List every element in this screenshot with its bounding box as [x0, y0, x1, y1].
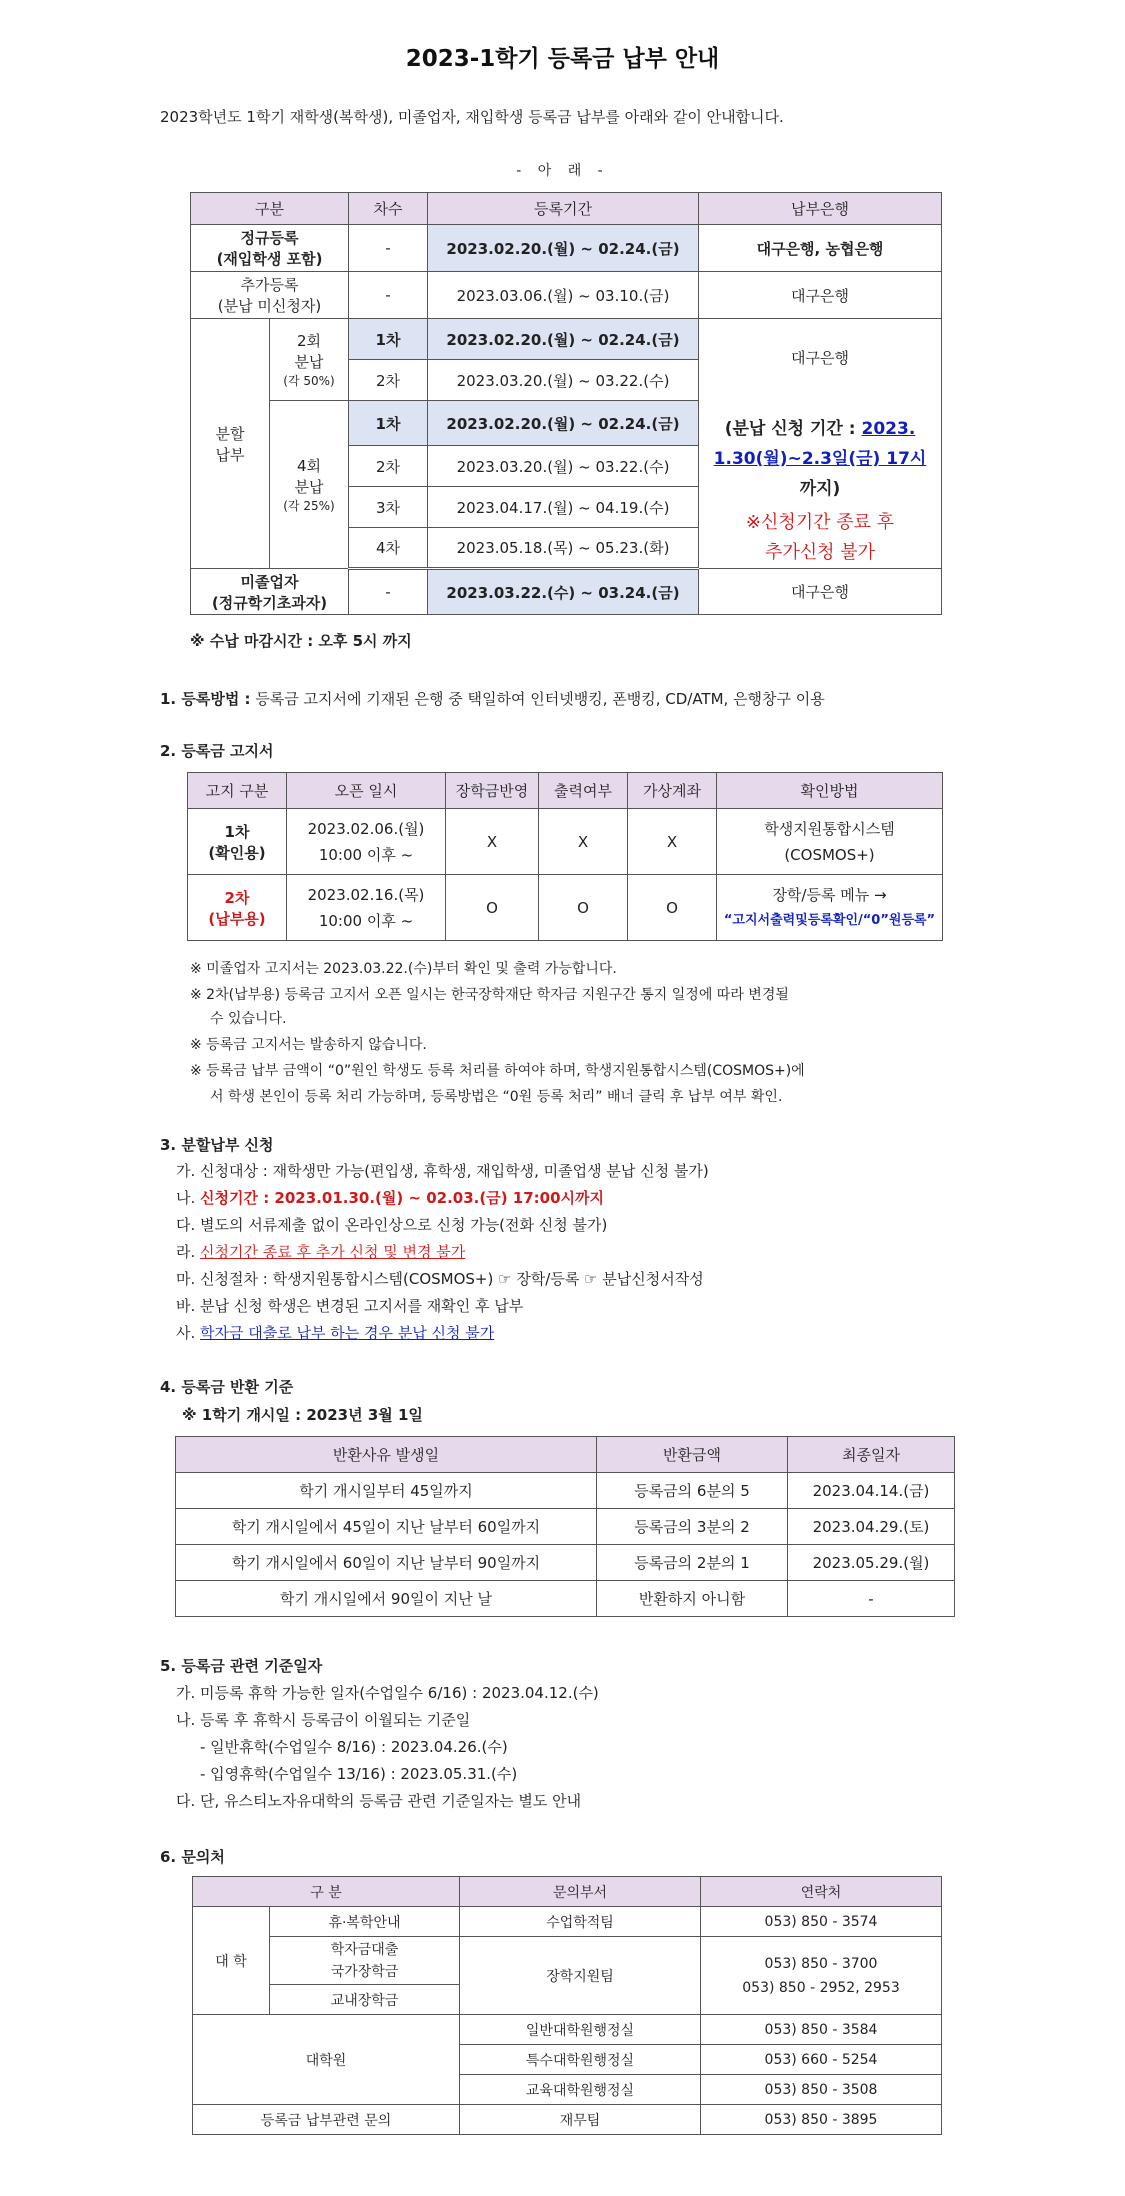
split-period: 2023.05.18.(목) ~ 05.23.(화)	[428, 528, 699, 569]
notice-note: ※ 미졸업자 고지서는 2023.03.22.(수)부터 확인 및 출력 가능합니다.	[190, 961, 617, 977]
refund-date: 2023.04.29.(토)	[788, 1509, 955, 1545]
schedule-header: 납부은행	[699, 193, 942, 225]
schedule-header: 등록기간	[428, 193, 699, 225]
section-2-title: 2. 등록금 고지서	[160, 742, 274, 760]
four-split-label: 4회 분납 (각 25%)	[270, 401, 349, 569]
section-4-title: 4. 등록금 반환 기준	[160, 1378, 294, 1396]
split-apply: (분납 신청 기간 : 2023. 1.30(월)~2.3일(금) 17시 까지)	[713, 419, 927, 499]
contact-dept: 장학지원팀	[460, 1937, 701, 2015]
refund-header: 반환금액	[597, 1437, 788, 1473]
notice-2-scholar: O	[446, 875, 539, 941]
section-3-ba: 바. 분납 신청 학생은 변경된 고지서를 재확인 후 납부	[176, 1297, 524, 1315]
refund-amount: 반환하지 아니함	[597, 1581, 788, 1617]
split-period: 2023.03.20.(월) ~ 03.22.(수)	[428, 360, 699, 401]
refund-table	[175, 1436, 955, 1617]
split-period: 2023.02.20.(월) ~ 02.24.(금)	[428, 401, 699, 446]
split-round: 4차	[349, 528, 428, 569]
section-3-na: 나. 신청기간 : 2023.01.30.(월) ~ 02.03.(금) 17:00시까지	[176, 1189, 605, 1207]
refund-reason: 학기 개시일에서 60일이 지난 날부터 90일까지	[176, 1545, 597, 1581]
contact-dept: 수업학적팀	[460, 1907, 701, 1937]
regular-period: 2023.02.20.(월) ~ 02.24.(금)	[428, 225, 699, 272]
contact-category: 학자금대출 국가장학금	[270, 1937, 460, 1985]
refund-amount: 등록금의 2분의 1	[597, 1545, 788, 1581]
split-label: 분할 납부	[191, 319, 270, 569]
section-3-da: 다. 별도의 서류제출 없이 온라인상으로 신청 가능(전화 신청 불가)	[176, 1216, 608, 1234]
additional-round: -	[349, 272, 428, 319]
contact-dept: 특수대학원행정실	[460, 2045, 701, 2075]
section-3-title: 3. 분할납부 신청	[160, 1136, 274, 1154]
notice-1-account: X	[628, 809, 717, 875]
notice-note: ※ 등록금 고지서는 발송하지 않습니다.	[190, 1037, 427, 1053]
contact-univ: 대 학	[193, 1907, 270, 2015]
refund-amount: 등록금의 6분의 5	[597, 1473, 788, 1509]
contact-grad: 대학원	[193, 2015, 460, 2105]
regular-round: -	[349, 225, 428, 272]
contact-header: 문의부서	[460, 1877, 701, 1907]
notice-2-label: 2차 (납부용)	[188, 875, 287, 941]
intro-text: 2023학년도 1학기 재학생(복학생), 미졸업자, 재입학생 등록금 납부를 아래와 같이 안내합니다.	[160, 108, 784, 126]
section-3-sa: 사. 학자금 대출로 납부 하는 경우 분납 신청 불가	[176, 1324, 495, 1342]
split-round: 1차	[349, 319, 428, 360]
split-round: 3차	[349, 487, 428, 528]
regular-bank: 대구은행, 농협은행	[699, 225, 942, 272]
section-5-line: 가. 미등록 휴학 가능한 일자(수업일수 6/16) : 2023.04.12.(수)	[176, 1684, 599, 1702]
section-3-ra: 라. 신청기간 종료 후 추가 신청 및 변경 불가	[176, 1243, 466, 1261]
notice-header: 가상계좌	[628, 773, 717, 809]
contact-dept: 일반대학원행정실	[460, 2015, 701, 2045]
notice-2-print: O	[539, 875, 628, 941]
notice-1-scholar: X	[446, 809, 539, 875]
contact-category: 교내장학금	[270, 1985, 460, 2015]
notice-table	[187, 772, 943, 941]
refund-date: 2023.04.14.(금)	[788, 1473, 955, 1509]
notice-1-print: X	[539, 809, 628, 875]
section-6-title: 6. 문의처	[160, 1848, 225, 1866]
refund-amount: 등록금의 3분의 2	[597, 1509, 788, 1545]
regular-label: 정규등록 (재입학생 포함)	[191, 225, 349, 272]
split-round: 1차	[349, 401, 428, 446]
refund-reason: 학기 개시일에서 45일이 지난 날부터 60일까지	[176, 1509, 597, 1545]
section-5-title: 5. 등록금 관련 기준일자	[160, 1657, 323, 1675]
notice-note: 수 있습니다.	[210, 1011, 287, 1027]
notice-header: 고지 구분	[188, 773, 287, 809]
section-3-ma: 마. 신청절차 : 학생지원통합시스템(COSMOS+) ☞ 장학/등록 ☞ 분납신청서작성	[176, 1270, 704, 1288]
refund-reason: 학기 개시일에서 90일이 지난 날	[176, 1581, 597, 1617]
additional-label: 추가등록 (분납 미신청자)	[191, 272, 349, 319]
notice-2-method: 장학/등록 메뉴 → “고지서출력및등록확인/“0”원등록”	[717, 875, 943, 941]
section-4-sub: ※ 1학기 개시일 : 2023년 3월 1일	[182, 1406, 423, 1424]
notice-1-method: 학생지원통합시스템 (COSMOS+)	[717, 809, 943, 875]
notice-note: ※ 등록금 납부 금액이 “0”원인 학생도 등록 처리를 하여야 하며, 학생지원통합시스템(COSMOS+)에	[190, 1063, 805, 1079]
notice-header: 오픈 일시	[287, 773, 446, 809]
refund-header: 반환사유 발생일	[176, 1437, 597, 1473]
refund-date: 2023.05.29.(월)	[788, 1545, 955, 1581]
split-round: 2차	[349, 360, 428, 401]
notice-header: 장학금반영	[446, 773, 539, 809]
ungrad-round: -	[349, 569, 428, 615]
section-5-line: 나. 등록 후 휴학시 등록금이 이월되는 기준일	[176, 1711, 471, 1729]
contact-table	[192, 1876, 942, 2135]
split-bank-cell	[699, 319, 942, 569]
contact-phone: 053) 850 - 3700 053) 850 - 2952, 2953	[701, 1937, 942, 2015]
section-5-line: 다. 단, 유스티노자유대학의 등록금 관련 기준일자는 별도 안내	[176, 1792, 582, 1810]
section-5-line: - 일반휴학(수업일수 8/16) : 2023.04.26.(수)	[200, 1738, 508, 1756]
ungrad-bank: 대구은행	[699, 569, 942, 615]
section-5-line: - 입영휴학(수업일수 13/16) : 2023.05.31.(수)	[200, 1765, 518, 1783]
contact-dept: 재무팀	[460, 2105, 701, 2135]
deadline-note: ※ 수납 마감시간 : 오후 5시 까지	[190, 632, 412, 650]
notice-2-account: O	[628, 875, 717, 941]
split-period: 2023.03.20.(월) ~ 03.22.(수)	[428, 446, 699, 487]
schedule-table	[190, 192, 942, 615]
page-title: 2023-1학기 등록금 납부 안내	[405, 46, 720, 72]
additional-period: 2023.03.06.(월) ~ 03.10.(금)	[428, 272, 699, 319]
notice-header: 출력여부	[539, 773, 628, 809]
notice-2-open: 2023.02.16.(목) 10:00 이후 ~	[287, 875, 446, 941]
notice-note: 서 학생 본인이 등록 처리 가능하며, 등록방법은 “0원 등록 처리” 배너 클릭 후 납부 여부 확인.	[210, 1089, 783, 1105]
section-1: 1. 등록방법 : 등록금 고지서에 기재된 은행 중 택일하여 인터넷뱅킹, 폰뱅킹, CD/ATM, 은행창구 이용	[160, 690, 825, 708]
refund-reason: 학기 개시일부터 45일까지	[176, 1473, 597, 1509]
contact-header: 연락처	[701, 1877, 942, 1907]
section-3-ga: 가. 신청대상 : 재학생만 가능(편입생, 휴학생, 재입학생, 미졸업생 분납 신청 불가)	[176, 1162, 709, 1180]
contact-dept: 교육대학원행정실	[460, 2075, 701, 2105]
refund-header: 최종일자	[788, 1437, 955, 1473]
notice-1-label: 1차 (확인용)	[188, 809, 287, 875]
ungrad-label: 미졸업자 (정규학기초과자)	[191, 569, 349, 615]
split-warning: ※신청기간 종료 후 추가신청 불가	[745, 512, 895, 563]
contact-phone: 053) 850 - 3508	[701, 2075, 942, 2105]
contact-category: 휴·복학안내	[270, 1907, 460, 1937]
ara-label: - 아 래 -	[516, 163, 609, 179]
contact-phone: 053) 850 - 3584	[701, 2015, 942, 2045]
notice-note: ※ 2차(납부용) 등록금 고지서 오픈 일시는 한국장학재단 학자금 지원구간 통지 일정에 따라 변경될	[190, 987, 789, 1003]
notice-header: 확인방법	[717, 773, 943, 809]
split-round: 2차	[349, 446, 428, 487]
contact-phone: 053) 850 - 3895	[701, 2105, 942, 2135]
schedule-header: 차수	[349, 193, 428, 225]
contact-phone: 053) 660 - 5254	[701, 2045, 942, 2075]
contact-header: 구 분	[193, 1877, 460, 1907]
contact-category: 등록금 납부관련 문의	[193, 2105, 460, 2135]
additional-bank: 대구은행	[699, 272, 942, 319]
schedule-header: 구분	[191, 193, 349, 225]
split-bank: 대구은행	[791, 349, 849, 367]
refund-date: -	[788, 1581, 955, 1617]
contact-phone: 053) 850 - 3574	[701, 1907, 942, 1937]
two-split-label: 2회 분납 (각 50%)	[270, 319, 349, 401]
split-period: 2023.02.20.(월) ~ 02.24.(금)	[428, 319, 699, 360]
ungrad-period: 2023.03.22.(수) ~ 03.24.(금)	[428, 569, 699, 615]
notice-1-open: 2023.02.06.(월) 10:00 이후 ~	[287, 809, 446, 875]
split-period: 2023.04.17.(월) ~ 04.19.(수)	[428, 487, 699, 528]
